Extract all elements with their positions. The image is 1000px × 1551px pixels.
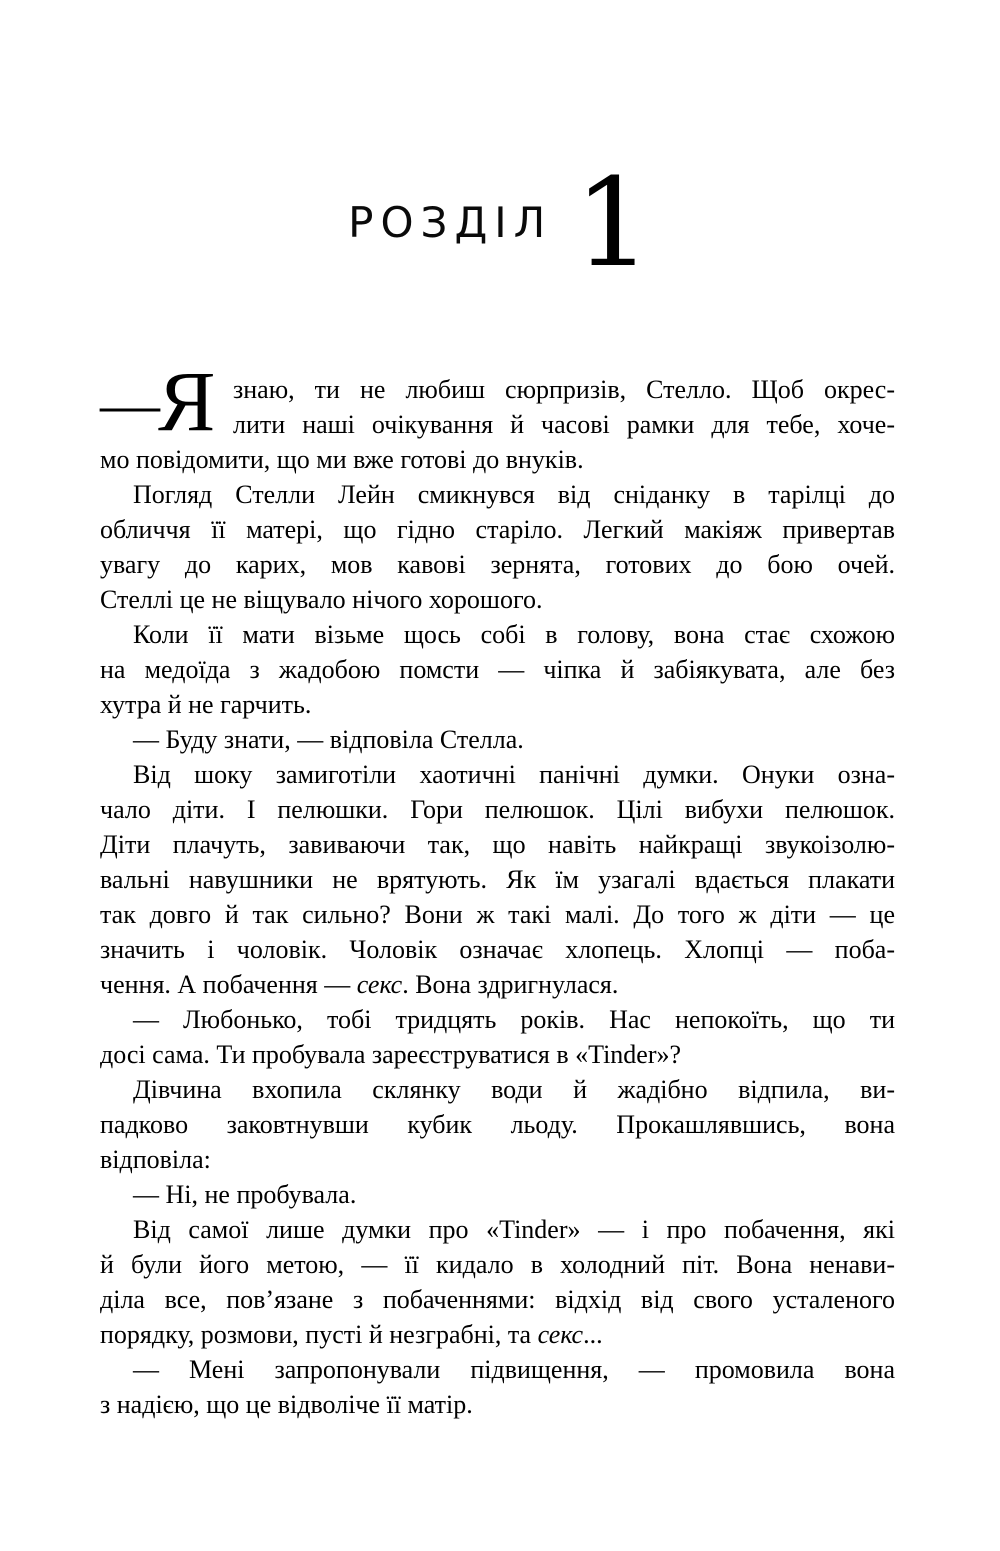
text-line [100, 652, 895, 687]
paragraph [100, 722, 895, 757]
text-run: Діти плачуть, завиваючи так, що навіть найкращі звукоізолю- [100, 830, 895, 859]
text-run: Коли її мати візьме щось собі в голову, вона стає схожою [133, 620, 895, 649]
text-line [100, 1072, 895, 1107]
paragraph [100, 353, 895, 477]
text-line [100, 967, 895, 1002]
paragraph [100, 1212, 895, 1352]
text-line [100, 1317, 895, 1352]
text-run: досі сама. Ти пробувала зареєструватися в «Tinder»? [100, 1040, 682, 1069]
text-run: чення. А побачення — [100, 970, 357, 999]
text-run: Від шоку замиготіли хаотичні панічні думки. Онуки озна- [133, 760, 895, 789]
text-run: знаю, ти не любиш сюрпризів, Стелло. Щоб окрес- [233, 375, 895, 404]
text-run: відповіла: [100, 1145, 211, 1174]
text-run: порядку, розмови, пусті й незграбні, та [100, 1320, 538, 1349]
text-line [100, 792, 895, 827]
text-line [100, 1247, 895, 1282]
text-run: так довго й так сильно? Вони ж такі малі. До того ж діти — це [100, 900, 895, 929]
paragraph [100, 1002, 895, 1072]
text-run: Стеллі це не віщувало нічого хорошого. [100, 585, 543, 614]
text-run: лити наші очікування й часові рамки для тебе, хоче- [233, 410, 895, 439]
text-line [100, 897, 895, 932]
text-line [100, 1142, 895, 1177]
text-line [100, 1282, 895, 1317]
text-line [100, 827, 895, 862]
text-line [100, 617, 895, 652]
dropcap-block: — Я [100, 353, 216, 449]
text-run: діла все, пов’язане з побаченнями: відхід від свого усталеного [100, 1285, 895, 1314]
chapter-kicker: РОЗДІЛ [348, 198, 553, 247]
text-line [100, 1387, 895, 1422]
text-line [100, 757, 895, 792]
text-run: — Ні, не пробувала. [133, 1180, 357, 1209]
chapter-heading [0, 152, 1000, 294]
text-line [100, 722, 895, 757]
text-run: хутра й не гарчить. [100, 690, 312, 719]
text-line [100, 1037, 895, 1072]
paragraph [100, 617, 895, 722]
text-run: ... [583, 1320, 603, 1349]
text-run: значить і чоловік. Чоловік означає хлопець. Хлопці — поба- [100, 935, 895, 964]
text-run: Дівчина вхопила склянку води й жадібно відпила, ви- [133, 1075, 895, 1104]
text-line [100, 547, 895, 582]
text-run: на медоїда з жадобою помсти — чіпка й забіякувата, але без [100, 655, 895, 684]
text-run: — Буду знати, — відповіла Стелла. [133, 725, 524, 754]
paragraph [100, 477, 895, 617]
text-line [100, 862, 895, 897]
text-run-italic: секс [537, 1320, 584, 1349]
paragraph [100, 1072, 895, 1177]
text-run: . Вона здригнулася. [402, 970, 619, 999]
text-line [100, 442, 895, 477]
paragraph [100, 1177, 895, 1212]
text-run: Погляд Стелли Лейн смикнувся від сніданку в тарілці до [133, 480, 895, 509]
text-run: падково заковтнувши кубик льоду. Прокашлявшись, вона [100, 1110, 895, 1139]
text-run: вальні навушники не врятують. Як їм узагалі вдається плакати [100, 865, 895, 894]
text-run: увагу до карих, мов кавові зернята, готових до бою очей. [100, 550, 895, 579]
text-line [100, 932, 895, 967]
text-run: чало діти. І пелюшки. Гори пелюшок. Цілі вибухи пелюшок. [100, 795, 895, 824]
text-line [100, 1002, 895, 1037]
text-line [100, 1107, 895, 1142]
text-line [100, 687, 895, 722]
text-run: Від самої лише думки про «Tinder» — і про побачення, які [133, 1215, 895, 1244]
body-text [100, 353, 895, 1422]
text-run: обличчя її матері, що гідно старіло. Легкий макіяж привертав [100, 515, 895, 544]
paragraph [100, 1352, 895, 1422]
text-line [100, 1212, 895, 1247]
text-line [100, 582, 895, 617]
text-run: — Мені запропонували підвищення, — промовила вона [133, 1355, 895, 1384]
text-line [100, 1177, 895, 1212]
paragraph [100, 757, 895, 1002]
text-line [100, 512, 895, 547]
text-run: — Любонько, тобі тридцять років. Нас непокоїть, що ти [133, 1005, 895, 1034]
chapter-number: 1 [574, 152, 652, 294]
text-run: з надією, що це відволіче її матір. [100, 1390, 473, 1419]
text-line [100, 477, 895, 512]
text-run: мо повідомити, що ми вже готові до внуків. [100, 445, 584, 474]
text-line [100, 1352, 895, 1387]
text-run-italic: секс [356, 970, 403, 999]
text-run: й були його метою, — її кидало в холодний піт. Вона ненави- [100, 1250, 895, 1279]
